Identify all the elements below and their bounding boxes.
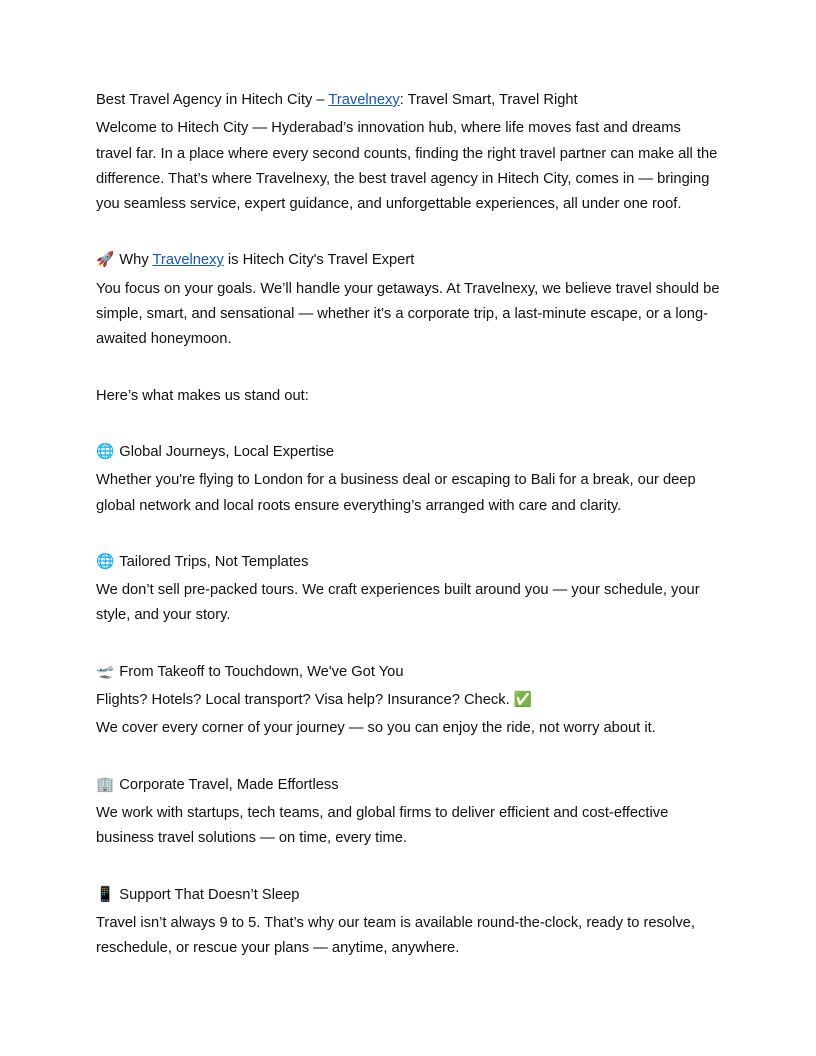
section-takeoff-touchdown [96,660,720,742]
title-text-pre: Best Travel Agency in Hitech City – [96,92,329,108]
rocket-icon: 🚀 [96,252,115,269]
takeoff-touchdown-title: From Takeoff to Touchdown, We've Got You [119,663,404,680]
support-title: Support That Doesn’t Sleep [119,886,300,903]
standout-line: Here’s what makes us stand out: [96,387,309,404]
why-heading-post: is Hitech City's Travel Expert [223,252,415,269]
global-journeys-title: Global Journeys, Local Expertise [119,443,335,460]
support-heading [96,883,720,908]
title-text-post: : Travel Smart, Travel Right [399,92,578,108]
section-tailored-trips [96,550,720,629]
global-journeys-heading [96,440,720,465]
travelnexy-link-title[interactable]: Travelnexy [328,92,400,108]
plane-takeoff-icon: 🛫 [96,663,115,680]
why-paragraph: You focus on your goals. We’ll handle your getaways. At Travelnexy, we believe travel should be simple, smart, and sensational — whether it’s a corporate trip, a last-minute escape, or a long-awaited honeymoon. [96,280,720,348]
corporate-travel-heading [96,773,720,798]
takeoff-checklist-paragraph [96,688,720,713]
tailored-trips-title: Tailored Trips, Not Templates [119,553,309,570]
tailored-trips-paragraph: We don’t sell pre-packed tours. We craft experiences built around you — your schedule, your style, and your story. [96,582,700,624]
takeoff-touchdown-heading [96,660,720,685]
section-corporate-travel [96,773,720,852]
globe-icon: 🌐 [96,553,115,570]
tailored-trips-heading [96,550,720,575]
section-global-journeys [96,440,720,519]
why-heading-pre: Why [119,252,153,269]
globe-icon: 🌐 [96,443,115,460]
check-mark-icon: ✅ [513,692,533,709]
document-title [96,88,720,113]
corporate-travel-paragraph: We work with startups, tech teams, and global firms to deliver efficient and cost-effective business travel solutions — on time, every time. [96,804,669,847]
global-journeys-paragraph: Whether you're flying to London for a business deal or escaping to Bali for a break, our deep global network and local roots ensure everything’s arranged with care and clarity. [96,472,696,514]
section-support [96,883,720,962]
corporate-travel-title: Corporate Travel, Made Effortless [119,776,339,793]
intro-paragraph: Welcome to Hitech City — Hyderabad’s innovation hub, where life moves fast and dreams travel far. In a place where every second counts, finding the right travel partner can make all the difference. That’s where Travelnexy, the best travel agency in Hitech City, comes in — bringing you seamless service, expert guidance, and unforgettable experiences, all under one roof. [96,120,718,213]
support-paragraph: Travel isn’t always 9 to 5. That’s why our team is available round-the-clock, ready to resolve, reschedule, or rescue your plans — anytime, anywhere. [96,914,695,957]
why-heading [96,248,720,273]
section-standout [96,384,720,409]
mobile-phone-icon: 📱 [96,886,115,903]
travelnexy-link-why[interactable]: Travelnexy [152,252,224,269]
office-building-icon: 🏢 [96,776,115,793]
section-why-travelnexy [96,248,720,352]
takeoff-checklist-text: Flights? Hotels? Local transport? Visa help? Insurance? Check. [96,692,514,709]
takeoff-cover-paragraph: We cover every corner of your journey — so you can enjoy the ride, not worry about it. [96,720,656,737]
